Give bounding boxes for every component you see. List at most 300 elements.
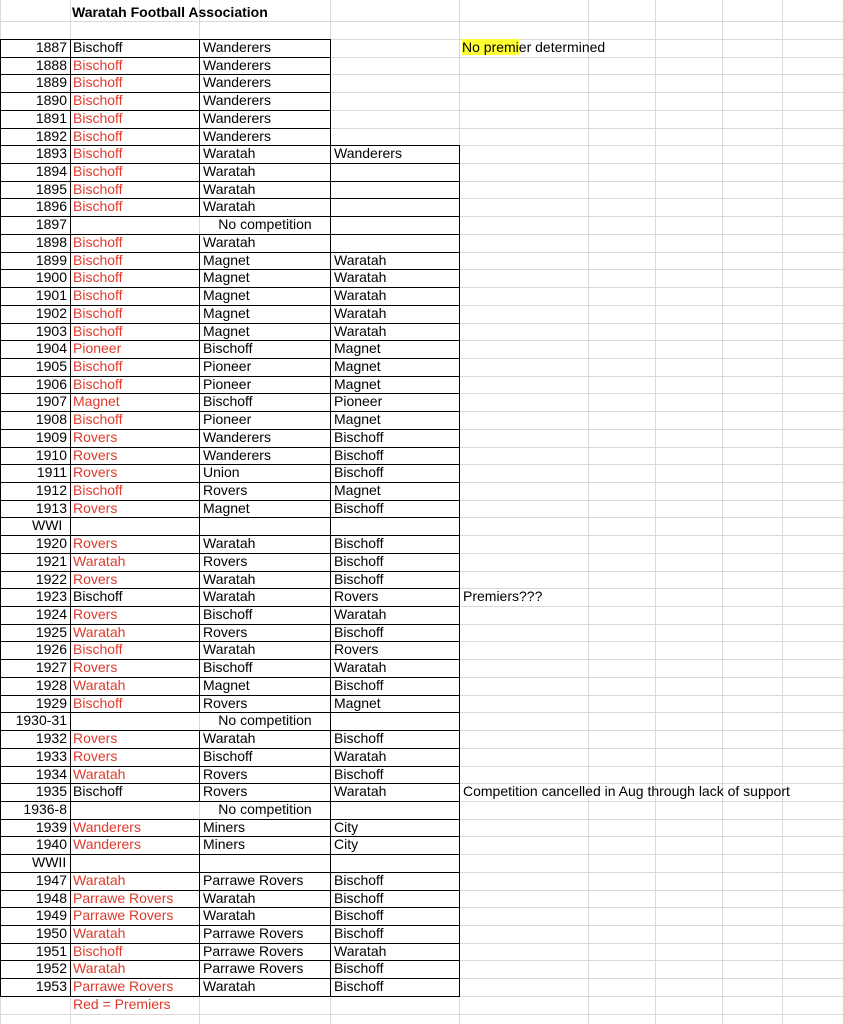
cell-border xyxy=(459,571,460,590)
cell-border xyxy=(199,819,200,838)
premier-cell[interactable]: Waratah xyxy=(73,925,126,941)
no-competition-cell[interactable]: No competition xyxy=(218,800,312,817)
cell-border xyxy=(199,358,200,377)
year-cell[interactable]: 1892 xyxy=(35,127,67,144)
year-cell[interactable]: 1951 xyxy=(35,942,67,959)
premier-cell[interactable]: Bischoff xyxy=(73,145,123,162)
third-cell[interactable]: Bischoff xyxy=(334,535,384,552)
second-cell[interactable]: Parrawe Rovers xyxy=(203,871,304,888)
year-cell[interactable]: 1949 xyxy=(35,907,67,924)
cell-border xyxy=(330,677,331,696)
premier-cell[interactable]: Waratah xyxy=(73,960,126,977)
second-cell[interactable]: Pioneer xyxy=(203,357,252,374)
third-cell[interactable]: Bischoff xyxy=(334,428,384,445)
cell-border xyxy=(330,358,331,377)
second-cell[interactable]: Rovers xyxy=(203,623,248,640)
year-cell[interactable]: 1901 xyxy=(35,287,67,304)
premier-cell[interactable]: Rovers xyxy=(73,747,118,764)
second-cell[interactable]: Wanderers xyxy=(203,127,271,144)
second-cell[interactable]: Waratah xyxy=(203,198,256,215)
cell-border xyxy=(199,181,200,200)
second-cell[interactable]: Union xyxy=(203,464,240,481)
premier-cell[interactable]: Waratah xyxy=(73,676,126,693)
premier-cell[interactable]: Bischoff xyxy=(73,375,123,392)
year-cell[interactable]: 1934 xyxy=(35,765,67,782)
third-cell[interactable]: Waratah xyxy=(334,747,387,764)
premier-cell[interactable]: Bischoff xyxy=(73,588,123,605)
year-cell[interactable]: 1907 xyxy=(35,393,67,410)
third-cell[interactable]: Magnet xyxy=(334,694,381,711)
second-cell[interactable]: Waratah xyxy=(203,978,256,995)
cell-border xyxy=(70,677,71,696)
third-cell[interactable]: Waratah xyxy=(334,606,387,623)
premier-cell[interactable]: Pioneer xyxy=(73,340,122,357)
second-cell[interactable]: Parrawe Rovers xyxy=(203,960,304,977)
second-cell[interactable]: Waratah xyxy=(203,907,256,924)
year-cell[interactable]: 1953 xyxy=(35,978,67,995)
table-row xyxy=(0,535,843,553)
cell-border xyxy=(70,287,71,306)
third-cell[interactable]: Magnet xyxy=(334,375,381,392)
cell-border xyxy=(330,411,331,430)
cell-border xyxy=(330,181,331,200)
cell-border xyxy=(459,234,460,253)
cell-border xyxy=(199,571,200,590)
cell-border xyxy=(199,641,200,660)
cell-border xyxy=(199,890,200,909)
third-cell[interactable]: Bischoff xyxy=(334,907,384,924)
third-cell[interactable]: City xyxy=(334,818,359,835)
year-cell[interactable]: 1903 xyxy=(35,322,67,339)
third-cell[interactable]: City xyxy=(334,836,359,853)
premier-cell[interactable]: Wanderers xyxy=(73,836,141,853)
table-row xyxy=(0,464,843,482)
cell-border xyxy=(459,907,460,926)
table-row xyxy=(0,606,843,624)
premier-note-highlight: No premi xyxy=(462,39,519,55)
cell-border xyxy=(199,748,200,767)
second-cell[interactable]: Wanderers xyxy=(203,74,271,91)
year-cell[interactable]: 1909 xyxy=(35,428,67,445)
year-cell[interactable]: 1910 xyxy=(35,446,67,463)
second-cell[interactable]: Bischoff xyxy=(203,747,253,764)
cell-border xyxy=(459,340,460,359)
year-cell[interactable]: 1908 xyxy=(35,411,67,428)
second-cell[interactable]: Wanderers xyxy=(203,92,271,109)
premier-cell[interactable]: Rovers xyxy=(73,535,118,552)
row-border-bottom xyxy=(0,996,460,997)
premier-cell[interactable]: Magnet xyxy=(73,393,120,410)
cell-border xyxy=(199,92,200,111)
year-cell[interactable]: 1911 xyxy=(36,464,67,481)
premier-cell[interactable]: Rovers xyxy=(73,570,118,587)
year-cell[interactable]: 1930-31 xyxy=(15,712,67,729)
no-competition-cell[interactable]: No competition xyxy=(218,712,312,729)
year-cell[interactable]: 1950 xyxy=(35,925,67,941)
note-cell[interactable]: Competition cancelled in Aug through lack of support xyxy=(463,783,790,800)
year-cell[interactable]: 1927 xyxy=(35,659,67,676)
cell-border xyxy=(70,553,71,572)
second-cell[interactable]: Rovers xyxy=(203,783,248,800)
table-row xyxy=(0,730,843,748)
second-cell[interactable]: Wanderers xyxy=(203,56,271,73)
table-row xyxy=(0,216,843,234)
cell-border xyxy=(330,252,331,271)
second-cell[interactable]: Waratah xyxy=(203,641,256,658)
third-cell[interactable]: Bischoff xyxy=(334,730,384,747)
cell-border xyxy=(70,411,71,430)
second-cell[interactable]: Rovers xyxy=(203,694,248,711)
premier-cell[interactable]: Bischoff xyxy=(73,233,123,250)
year-cell[interactable]: 1912 xyxy=(35,482,67,498)
year-cell[interactable]: 1896 xyxy=(35,198,67,215)
cell-border xyxy=(330,39,331,58)
premier-cell[interactable]: Parrawe Rovers xyxy=(73,907,174,924)
third-cell[interactable]: Rovers xyxy=(334,641,379,658)
cell-border xyxy=(459,500,460,519)
cell-border xyxy=(330,163,331,182)
cell-border xyxy=(459,783,460,802)
cell-border xyxy=(199,907,200,926)
table-row xyxy=(0,748,843,766)
premier-cell[interactable]: Bischoff xyxy=(73,92,123,109)
premier-cell[interactable]: Rovers xyxy=(73,606,118,623)
table-row xyxy=(0,287,843,305)
third-cell[interactable]: Rovers xyxy=(334,588,379,605)
third-cell[interactable]: Waratah xyxy=(334,251,387,268)
year-cell[interactable]: 1893 xyxy=(35,145,67,162)
third-cell[interactable]: Bischoff xyxy=(334,464,384,481)
third-cell[interactable]: Bischoff xyxy=(334,871,384,888)
sheet-title[interactable]: Waratah Football Association xyxy=(72,4,268,20)
year-cell[interactable]: 1902 xyxy=(35,304,67,321)
cell-border xyxy=(330,500,331,519)
premier-cell[interactable]: Parrawe Rovers xyxy=(73,889,174,906)
second-cell[interactable]: Wanderers xyxy=(203,428,271,445)
premier-cell[interactable]: Wanderers xyxy=(73,818,141,835)
premier-cell[interactable]: Bischoff xyxy=(73,269,123,286)
year-cell[interactable]: 1904 xyxy=(35,340,67,357)
second-cell[interactable]: Bischoff xyxy=(203,606,253,623)
year-cell[interactable]: 1906 xyxy=(35,375,67,392)
cell-border xyxy=(199,854,200,873)
second-cell[interactable]: Parrawe Rovers xyxy=(203,942,304,959)
cell-border xyxy=(70,198,71,217)
year-cell[interactable]: 1899 xyxy=(35,251,67,268)
second-cell[interactable]: Magnet xyxy=(203,322,250,339)
table-row xyxy=(0,74,843,92)
third-cell[interactable]: Magnet xyxy=(334,357,381,374)
premier-cell[interactable]: Waratah xyxy=(73,552,126,569)
cell-border xyxy=(330,925,331,944)
second-cell[interactable]: Waratah xyxy=(203,889,256,906)
table-row xyxy=(0,305,843,323)
third-cell[interactable]: Waratah xyxy=(334,287,387,304)
cell-border xyxy=(459,748,460,767)
premier-cell[interactable]: Bischoff xyxy=(73,694,123,711)
second-cell[interactable]: Bischoff xyxy=(203,340,253,357)
cell-border xyxy=(459,943,460,962)
year-cell[interactable]: 1926 xyxy=(35,641,67,658)
table-row xyxy=(0,393,843,411)
note-cell[interactable]: Premiers??? xyxy=(463,588,543,605)
cell-border xyxy=(70,890,71,909)
year-cell[interactable]: 1948 xyxy=(35,889,67,906)
year-cell[interactable]: 1898 xyxy=(35,233,67,250)
second-cell[interactable]: Waratah xyxy=(203,145,256,162)
year-cell[interactable]: 1952 xyxy=(35,960,67,977)
cell-border xyxy=(459,925,460,944)
premier-cell[interactable]: Rovers xyxy=(73,659,118,676)
year-cell[interactable]: 1923 xyxy=(35,588,67,605)
year-cell[interactable]: 1891 xyxy=(35,109,67,126)
table-row xyxy=(0,181,843,199)
year-cell[interactable]: 1900 xyxy=(35,269,67,286)
premier-cell[interactable]: Waratah xyxy=(73,871,126,888)
third-cell[interactable]: Bischoff xyxy=(334,765,384,782)
cell-border xyxy=(459,677,460,696)
table-row xyxy=(0,978,843,996)
third-cell[interactable]: Bischoff xyxy=(334,960,384,977)
second-cell[interactable]: Wanderers xyxy=(203,446,271,463)
no-competition-cell[interactable]: No competition xyxy=(218,216,312,233)
premier-cell[interactable]: Parrawe Rovers xyxy=(73,978,174,995)
table-row xyxy=(0,110,843,128)
year-cell[interactable]: 1889 xyxy=(35,74,67,91)
second-cell[interactable]: Magnet xyxy=(203,251,250,268)
premier-cell[interactable]: Waratah xyxy=(73,765,126,782)
third-cell[interactable]: Magnet xyxy=(334,482,381,498)
cell-border xyxy=(199,925,200,944)
second-cell[interactable]: Wanderers xyxy=(203,39,271,55)
year-cell[interactable]: 1924 xyxy=(35,606,67,623)
table-row xyxy=(0,145,843,163)
second-cell[interactable]: Waratah xyxy=(203,163,256,180)
cell-border xyxy=(199,447,200,466)
table-row xyxy=(0,890,843,908)
table-row xyxy=(0,695,843,713)
second-cell[interactable]: Bischoff xyxy=(203,393,253,410)
premier-cell[interactable]: Bischoff xyxy=(73,109,123,126)
premier-cell[interactable]: Bischoff xyxy=(73,74,123,91)
second-cell[interactable]: Wanderers xyxy=(203,109,271,126)
third-cell[interactable]: Bischoff xyxy=(334,676,384,693)
cell-border xyxy=(330,429,331,448)
third-cell[interactable]: Bischoff xyxy=(334,570,384,587)
cell-border xyxy=(459,181,460,200)
cell-border xyxy=(70,943,71,962)
premier-cell[interactable]: Bischoff xyxy=(73,180,123,197)
second-cell[interactable]: Bischoff xyxy=(203,659,253,676)
cell-border xyxy=(199,198,200,217)
premier-cell[interactable]: Bischoff xyxy=(73,56,123,73)
legend-red-premiers[interactable]: Red = Premiers xyxy=(73,995,171,1012)
year-cell[interactable]: 1922 xyxy=(35,570,67,587)
third-cell[interactable]: Bischoff xyxy=(334,552,384,569)
cell-border xyxy=(459,854,460,873)
second-cell[interactable]: Magnet xyxy=(203,676,250,693)
cell-border xyxy=(330,305,331,324)
premier-cell[interactable]: Bischoff xyxy=(73,198,123,215)
premier-cell[interactable]: Rovers xyxy=(73,446,118,463)
cell-border xyxy=(70,535,71,554)
year-cell[interactable]: 1928 xyxy=(35,676,67,693)
third-cell[interactable]: Bischoff xyxy=(334,499,384,516)
cell-border xyxy=(330,659,331,678)
third-cell[interactable]: Wanderers xyxy=(334,145,402,162)
cell-border xyxy=(199,553,200,572)
third-cell[interactable]: Bischoff xyxy=(334,889,384,906)
cell-border xyxy=(330,872,331,891)
year-cell[interactable]: 1894 xyxy=(35,163,67,180)
second-cell[interactable]: Magnet xyxy=(203,269,250,286)
premier-cell[interactable]: Waratah xyxy=(73,623,126,640)
premier-cell[interactable]: Bischoff xyxy=(73,482,123,498)
third-cell[interactable]: Pioneer xyxy=(334,393,383,410)
second-cell[interactable]: Rovers xyxy=(203,765,248,782)
year-cell[interactable]: 1929 xyxy=(35,694,67,711)
cell-border xyxy=(459,411,460,430)
year-cell[interactable]: 1921 xyxy=(35,552,67,569)
cell-border xyxy=(199,766,200,785)
year-cell[interactable]: 1920 xyxy=(35,535,67,552)
table-row xyxy=(0,252,843,270)
year-cell[interactable]: 1935 xyxy=(35,783,67,800)
year-cell[interactable]: 1925 xyxy=(35,623,67,640)
year-cell[interactable]: 1888 xyxy=(35,56,67,73)
second-cell[interactable]: Rovers xyxy=(203,482,248,498)
year-cell[interactable]: 1940 xyxy=(35,836,67,853)
cell-border xyxy=(330,854,331,873)
table-row xyxy=(0,163,843,181)
second-cell[interactable]: Waratah xyxy=(203,233,256,250)
year-cell[interactable]: 1939 xyxy=(35,818,67,835)
second-cell[interactable]: Miners xyxy=(203,836,246,853)
premier-cell[interactable]: Bischoff xyxy=(73,783,123,800)
premier-cell[interactable]: Bischoff xyxy=(73,287,123,304)
second-cell[interactable]: Magnet xyxy=(203,304,250,321)
cell-border xyxy=(330,340,331,359)
cell-border xyxy=(70,748,71,767)
third-cell[interactable]: Magnet xyxy=(334,340,381,357)
year-cell[interactable]: 1897 xyxy=(35,216,67,233)
premier-cell[interactable]: Bischoff xyxy=(73,251,123,268)
third-cell[interactable]: Waratah xyxy=(334,942,387,959)
cell-border xyxy=(70,145,71,164)
premier-cell[interactable]: Bischoff xyxy=(73,942,123,959)
cell-border xyxy=(199,323,200,342)
premier-cell[interactable]: Bischoff xyxy=(73,322,123,339)
second-cell[interactable]: Waratah xyxy=(203,588,256,605)
cell-border xyxy=(459,287,460,306)
cell-border xyxy=(199,110,200,129)
cell-border xyxy=(70,641,71,660)
era-cell[interactable]: WWI xyxy=(32,517,63,534)
premier-cell[interactable]: Rovers xyxy=(73,464,118,481)
premier-cell[interactable]: Rovers xyxy=(73,730,118,747)
third-cell[interactable]: Bischoff xyxy=(334,446,384,463)
year-cell[interactable]: 1895 xyxy=(35,180,67,197)
cell-border xyxy=(199,872,200,891)
second-cell[interactable]: Waratah xyxy=(203,535,256,552)
second-cell[interactable]: Magnet xyxy=(203,287,250,304)
third-cell[interactable]: Bischoff xyxy=(334,978,384,995)
cell-border xyxy=(199,57,200,76)
cell-border xyxy=(459,429,460,448)
third-cell[interactable]: Waratah xyxy=(334,269,387,286)
third-cell[interactable]: Waratah xyxy=(334,659,387,676)
cell-border xyxy=(459,464,460,483)
year-cell[interactable]: 1887 xyxy=(35,39,67,55)
cell-border xyxy=(70,252,71,271)
cell-border xyxy=(199,500,200,519)
premier-cell[interactable]: Bischoff xyxy=(73,39,123,55)
second-cell[interactable]: Pioneer xyxy=(203,375,252,392)
premier-cell[interactable]: Rovers xyxy=(73,499,118,516)
cell-border xyxy=(0,517,1,536)
second-cell[interactable]: Rovers xyxy=(203,552,248,569)
cell-border xyxy=(199,74,200,93)
cell-border xyxy=(70,74,71,93)
cell-border xyxy=(199,269,200,288)
second-cell[interactable]: Waratah xyxy=(203,180,256,197)
year-cell[interactable]: 1947 xyxy=(35,871,67,888)
second-cell[interactable]: Waratah xyxy=(203,570,256,587)
third-cell[interactable]: Bischoff xyxy=(334,925,384,941)
year-cell[interactable]: 1932 xyxy=(35,730,67,747)
third-cell[interactable]: Waratah xyxy=(334,304,387,321)
premier-cell[interactable]: Bischoff xyxy=(73,163,123,180)
second-cell[interactable]: Waratah xyxy=(203,730,256,747)
cell-border xyxy=(70,234,71,253)
second-cell[interactable]: Parrawe Rovers xyxy=(203,925,304,941)
second-cell[interactable]: Miners xyxy=(203,818,246,835)
premier-cell[interactable]: Bischoff xyxy=(73,127,123,144)
year-cell[interactable]: 1933 xyxy=(35,747,67,764)
third-cell[interactable]: Bischoff xyxy=(334,623,384,640)
third-cell[interactable]: Waratah xyxy=(334,783,387,800)
cell-border xyxy=(459,659,460,678)
cell-border xyxy=(70,429,71,448)
year-cell[interactable]: 1913 xyxy=(35,499,67,516)
premier-cell[interactable]: Bischoff xyxy=(73,411,123,428)
year-cell[interactable]: 1936-8 xyxy=(23,800,67,817)
cell-border xyxy=(459,447,460,466)
cell-border xyxy=(330,836,331,855)
second-cell[interactable]: Pioneer xyxy=(203,411,252,428)
premier-cell[interactable]: Bischoff xyxy=(73,304,123,321)
table-row xyxy=(0,659,843,677)
cell-border xyxy=(70,57,71,76)
cell-border xyxy=(70,695,71,714)
cell-border xyxy=(330,571,331,590)
second-cell[interactable]: Magnet xyxy=(203,499,250,516)
cell-border xyxy=(70,269,71,288)
table-row xyxy=(0,340,843,358)
premier-cell[interactable]: Bischoff xyxy=(73,357,123,374)
year-cell[interactable]: 1905 xyxy=(35,357,67,374)
cell-border xyxy=(70,92,71,111)
cell-border xyxy=(459,712,460,731)
cell-border xyxy=(199,252,200,271)
premier-cell[interactable]: Bischoff xyxy=(73,641,123,658)
third-cell[interactable]: Waratah xyxy=(334,322,387,339)
year-cell[interactable]: 1890 xyxy=(35,92,67,109)
era-cell[interactable]: WWII xyxy=(32,854,67,871)
third-cell[interactable]: Magnet xyxy=(334,411,381,428)
cell-border xyxy=(330,269,331,288)
premier-cell[interactable]: Rovers xyxy=(73,428,118,445)
